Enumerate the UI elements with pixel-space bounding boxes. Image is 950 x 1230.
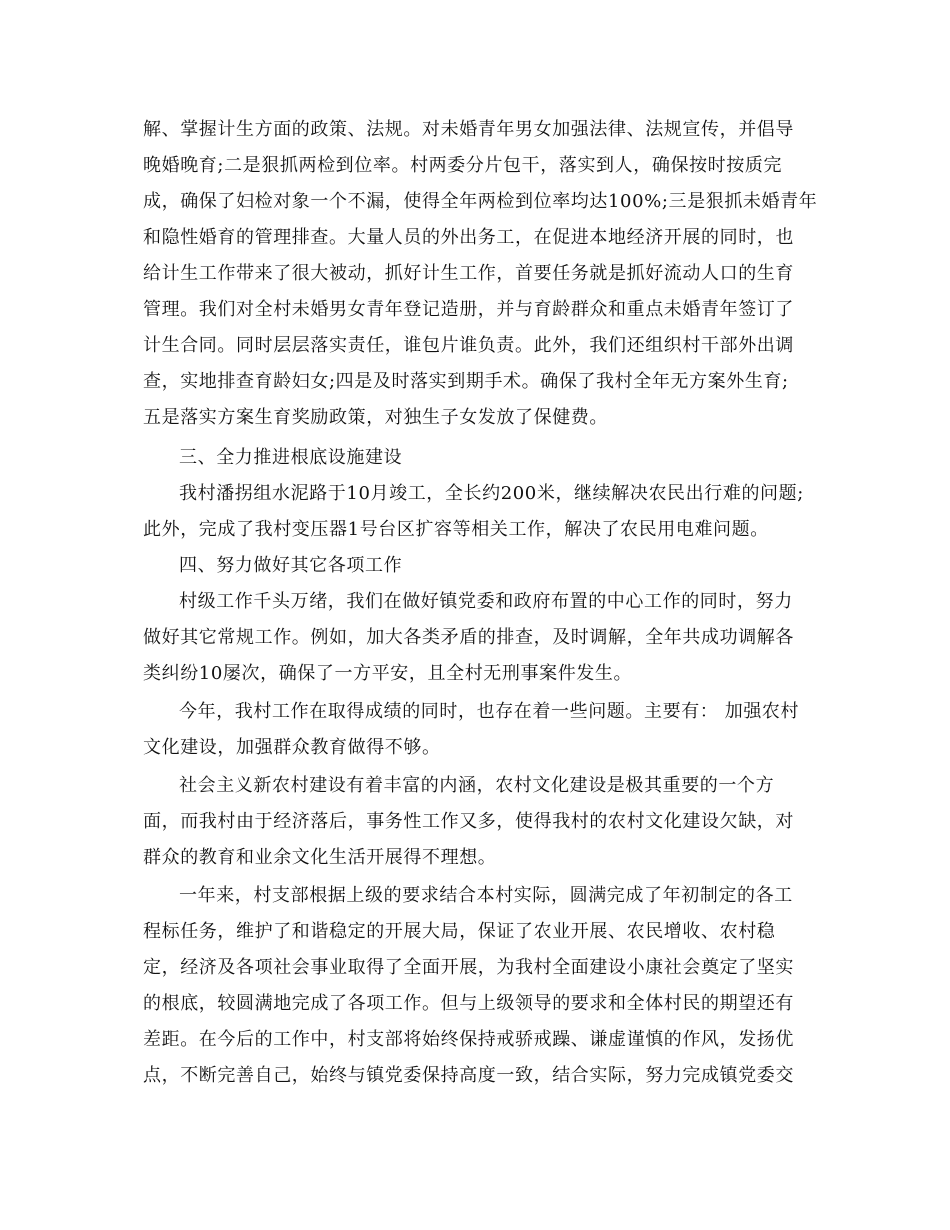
text-line: 的根底，较圆满地完成了各项工作。但与上级领导的要求和全体村民的期望还有 xyxy=(143,993,794,1014)
text-line: 点，不断完善自己，始终与镇党委保持高度一致，结合实际，努力完成镇党委交 xyxy=(143,1065,794,1086)
text-line: 一年来，村支部根据上级的要求结合本村实际，圆满完成了年初制定的各工 xyxy=(179,885,793,906)
text-line: 和隐性婚育的管理排查。大量人员的外出务工，在促进本地经济开展的同时，也 xyxy=(143,227,794,248)
text-line: 此外，完成了我村变压器1号台区扩容等相关工作，解决了农民用电难问题。 xyxy=(143,519,769,540)
section-heading: 四、努力做好其它各项工作 xyxy=(179,555,403,576)
text-line: 计生合同。同时层层落实责任，谁包片谁负责。此外，我们还组织村干部外出调 xyxy=(143,335,794,356)
text-line: 定，经济及各项社会事业取得了全面开展，为我村全面建设小康社会奠定了坚实 xyxy=(143,957,794,978)
section-heading: 三、全力推进根底设施建设 xyxy=(179,447,403,468)
text-line: 类纠纷10屡次，确保了一方平安，且全村无刑事案件发生。 xyxy=(143,663,633,684)
text-line: 成，确保了妇检对象一个不漏，使得全年两检到位率均达100%;三是狠抓未婚青年 xyxy=(143,191,818,212)
text-line: 今年，我村工作在取得成绩的同时，也存在着一些问题。主要有： 加强农村 xyxy=(179,701,800,722)
text-line: 群众的教育和业余文化生活开展得不理想。 xyxy=(143,847,497,868)
text-line: 给计生工作带来了很大被动，抓好计生工作，首要任务就是抓好流动人口的生育 xyxy=(143,263,794,284)
text-line: 社会主义新农村建设有着丰富的内涵，农村文化建设是极其重要的一个方 xyxy=(179,775,775,796)
text-line: 做好其它常规工作。例如，加大各类矛盾的排查，及时调解，全年共成功调解各 xyxy=(143,627,794,648)
text-line: 我村潘拐组水泥路于10月竣工，全长约200米，继续解决农民出行难的问题; xyxy=(179,483,804,504)
text-line: 面，而我村由于经济落后，事务性工作又多，使得我村的农村文化建设欠缺，对 xyxy=(143,811,794,832)
text-line: 五是落实方案生育奖励政策，对独生子女发放了保健费。 xyxy=(143,407,608,428)
text-line: 差距。在今后的工作中，村支部将始终保持戒骄戒躁、谦虚谨慎的作风，发扬优 xyxy=(143,1029,794,1050)
text-line: 程标任务，维护了和谐稳定的开展大局，保证了农业开展、农民增收、农村稳 xyxy=(143,921,776,942)
text-line: 晚婚晚育;二是狠抓两检到位率。村两委分片包干，落实到人，确保按时按质完 xyxy=(143,155,783,176)
text-line: 解、掌握计生方面的政策、法规。对未婚青年男女加强法律、法规宣传，并倡导 xyxy=(143,119,794,140)
text-line: 村级工作千头万绪，我们在做好镇党委和政府布置的中心工作的同时，努力 xyxy=(179,591,793,612)
text-line: 查，实地排查育龄妇女;四是及时落实到期手术。确保了我村全年无方案外生育; xyxy=(143,371,789,392)
text-line: 管理。我们对全村未婚男女青年登记造册，并与育龄群众和重点未婚青年签订了 xyxy=(143,299,794,320)
text-line: 文化建设，加强群众教育做得不够。 xyxy=(143,737,441,758)
